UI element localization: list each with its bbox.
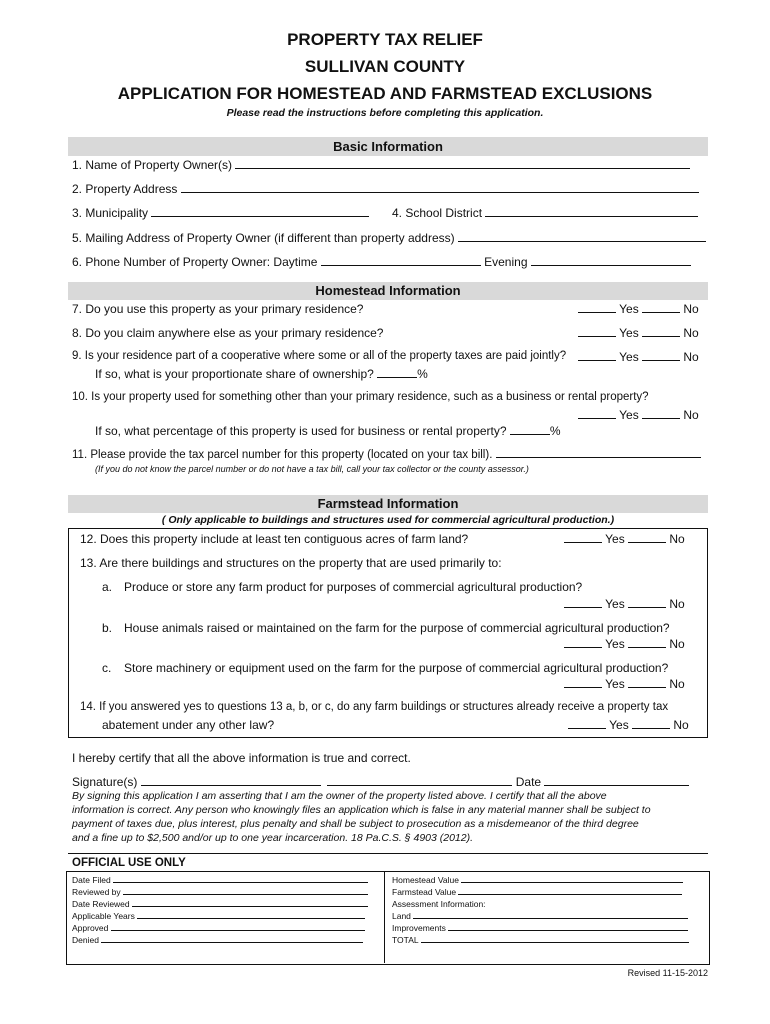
q13a-letter: a.: [102, 580, 113, 594]
daytime-phone-field[interactable]: [321, 255, 481, 266]
applicable-years-field[interactable]: [137, 911, 365, 919]
q13b-yes-field[interactable]: [564, 637, 602, 648]
q10-label: 10. Is your property used for something other than your primary residence, such as a business or rental property?: [72, 391, 649, 403]
official-right-2: [392, 899, 486, 909]
q6-row: [72, 255, 691, 269]
total-label: TOTAL: [392, 935, 419, 945]
date-reviewed-field[interactable]: [132, 899, 368, 907]
q13a-no-field[interactable]: [628, 597, 666, 608]
certify-statement: I hereby certify that all the above information is true and correct.: [72, 751, 411, 765]
yes-label: Yes: [605, 597, 625, 611]
instructions-note: Please read the instructions before completing this application.: [226, 107, 544, 119]
form-title: PROPERTY TAX RELIEF: [287, 30, 483, 49]
signature-field-1[interactable]: [141, 775, 321, 786]
q2-label: 2. Property Address: [72, 182, 178, 196]
q10-yes-no: [578, 408, 699, 422]
q9b-row: [95, 367, 428, 381]
q13c-no-field[interactable]: [628, 677, 666, 688]
q14-no-field[interactable]: [632, 718, 670, 729]
official-left-1: [72, 887, 368, 897]
percent-sign: %: [549, 424, 561, 438]
q11-label: 11. Please provide the tax parcel number for this property (located on your tax bill).: [72, 449, 493, 461]
property-address-field[interactable]: [181, 182, 699, 193]
no-label: No: [669, 597, 685, 611]
q8-yes-no: [578, 326, 699, 340]
q11-row: [72, 447, 701, 461]
total-field[interactable]: [421, 935, 689, 943]
q14-label: 14. If you answered yes to questions 13 a, b, or c, do any farm buildings or structures already receive a property tax: [80, 701, 669, 713]
q9-label: 9. Is your residence part of a cooperative where some or all of the property taxes are paid jointly?: [72, 350, 567, 362]
owner-name-field[interactable]: [235, 158, 690, 169]
application-title: APPLICATION FOR HOMESTEAD AND FARMSTEAD EXCLUSIONS: [117, 84, 653, 103]
date-filed-label: Date Filed: [72, 875, 111, 885]
percent-sign: %: [417, 367, 428, 381]
denied-field[interactable]: [101, 935, 363, 943]
date-field[interactable]: [544, 775, 689, 786]
q13-label: 13. Are there buildings and structures on the property that are used primarily to:: [80, 556, 502, 570]
no-label: No: [683, 350, 699, 364]
farmstead-note: ( Only applicable to buildings and structures used for commercial agricultural production.): [161, 514, 615, 526]
q14b-label: abatement under any other law?: [102, 718, 275, 732]
q6-label: 6. Phone Number of Property Owner: Daytime: [72, 255, 318, 269]
mailing-address-field[interactable]: [458, 231, 706, 242]
farmstead-heading: Farmstead Information: [68, 495, 708, 513]
q13c-yes-no: [564, 677, 685, 691]
improvements-label: Improvements: [392, 923, 446, 933]
q13a-yes-no: [564, 597, 685, 611]
q3-row: [72, 206, 369, 220]
q5-label: 5. Mailing Address of Property Owner (if different than property address): [72, 231, 455, 245]
q13c-yes-field[interactable]: [564, 677, 602, 688]
q13b-label: House animals raised or maintained on the farm for the purpose of commercial agricultural production?: [124, 621, 670, 635]
q1-label: 1. Name of Property Owner(s): [72, 158, 233, 172]
yes-label: Yes: [609, 718, 629, 732]
yes-label: Yes: [619, 302, 639, 316]
yes-label: Yes: [619, 350, 639, 364]
official-right-1: [392, 887, 682, 897]
no-label: No: [683, 302, 699, 316]
land-field[interactable]: [413, 911, 688, 919]
q13a-yes-field[interactable]: [564, 597, 602, 608]
q13c-label: Store machinery or equipment used on the farm for the purpose of commercial agricultural production?: [124, 661, 669, 675]
no-label: No: [669, 532, 685, 546]
ownership-share-field[interactable]: [377, 367, 417, 378]
q1-row: [72, 158, 690, 172]
business-percent-field[interactable]: [510, 424, 550, 435]
q12-no-field[interactable]: [628, 532, 666, 543]
legal-line-1: By signing this application I am asserting that I am the owner of the property listed above. I certify that all the above: [72, 790, 607, 802]
q7-label: 7. Do you use this property as your primary residence?: [72, 302, 364, 316]
assessment-info-label: Assessment Information:: [392, 899, 486, 909]
approved-label: Approved: [72, 923, 109, 933]
q10b-row: [95, 424, 561, 438]
official-column-divider: [384, 871, 385, 963]
land-label: Land: [392, 911, 411, 921]
q13b-no-field[interactable]: [628, 637, 666, 648]
q14-yes-field[interactable]: [568, 718, 606, 729]
q8-yes-field[interactable]: [578, 326, 616, 337]
county-title: SULLIVAN COUNTY: [304, 57, 466, 76]
q5-row: [72, 231, 706, 245]
denied-label: Denied: [72, 935, 99, 945]
farmstead-value-label: Farmstead Value: [392, 887, 457, 897]
q12-yes-field[interactable]: [564, 532, 602, 543]
q13b-letter: b.: [102, 621, 113, 635]
official-right-5: [392, 935, 689, 945]
homestead-value-field[interactable]: [461, 875, 683, 883]
yes-label: Yes: [605, 677, 625, 691]
q9b-label: If so, what is your proportionate share of ownership?: [95, 367, 374, 381]
date-filed-field[interactable]: [113, 875, 368, 883]
yes-label: Yes: [619, 326, 639, 340]
applicable-years-label: Applicable Years: [72, 911, 135, 921]
farmstead-value-field[interactable]: [458, 887, 682, 895]
official-left-0: [72, 875, 368, 885]
signature-field-2[interactable]: [327, 775, 512, 786]
no-label: No: [673, 718, 689, 732]
q10-yes-field[interactable]: [578, 408, 616, 419]
q10-no-field[interactable]: [642, 408, 680, 419]
yes-label: Yes: [619, 408, 639, 422]
q4-row: [392, 206, 698, 220]
reviewed-by-field[interactable]: [123, 887, 368, 895]
approved-field[interactable]: [111, 923, 365, 931]
official-right-3: [392, 911, 688, 921]
official-divider: [68, 853, 708, 854]
q8-label: 8. Do you claim anywhere else as your primary residence?: [72, 326, 384, 340]
q14-yes-no: [568, 718, 689, 732]
date-label: Date: [515, 775, 542, 789]
q12-yes-no: [564, 532, 685, 546]
q4-label: 4. School District: [392, 206, 483, 220]
signature-label: Signature(s): [72, 775, 138, 789]
q7-no-field[interactable]: [642, 302, 680, 313]
no-label: No: [683, 408, 699, 422]
q2-row: [72, 182, 699, 196]
q13c-letter: c.: [102, 661, 112, 675]
municipality-field[interactable]: [151, 206, 369, 217]
basic-heading: Basic Information: [68, 137, 708, 156]
official-left-5: [72, 935, 363, 945]
no-label: No: [669, 677, 685, 691]
q9-yes-no: [578, 350, 699, 364]
q12-label: 12. Does this property include at least ten contiguous acres of farm land?: [80, 532, 469, 546]
q10b-label: If so, what percentage of this property is used for business or rental property?: [95, 424, 507, 438]
q8-no-field[interactable]: [642, 326, 680, 337]
legal-line-4: and a fine up to $2,500 and/or up to one year incarceration. 18 Pa.C.S. § 4903 (2012).: [72, 832, 474, 844]
revised-date: Revised 11-15-2012: [627, 968, 708, 978]
official-right-4: [392, 923, 688, 933]
reviewed-by-label: Reviewed by: [72, 887, 121, 897]
evening-phone-field[interactable]: [531, 255, 691, 266]
q9-yes-field[interactable]: [578, 350, 616, 361]
official-left-2: [72, 899, 368, 909]
signature-row: [72, 775, 689, 789]
homestead-value-label: Homestead Value: [392, 875, 459, 885]
parcel-number-field[interactable]: [496, 447, 701, 458]
yes-label: Yes: [605, 532, 625, 546]
official-heading: OFFICIAL USE ONLY: [72, 857, 186, 869]
evening-label: Evening: [484, 255, 528, 269]
no-label: No: [683, 326, 699, 340]
q7-yes-field[interactable]: [578, 302, 616, 313]
q3-label: 3. Municipality: [72, 206, 149, 220]
homestead-heading: Homestead Information: [68, 282, 708, 300]
legal-line-3: payment of taxes due, plus interest, plus penalty and shall be subject to prosecution as a misdemeanor of the third degree: [72, 818, 639, 830]
date-reviewed-label: Date Reviewed: [72, 899, 130, 909]
no-label: No: [669, 637, 685, 651]
q13a-label: Produce or store any farm product for purposes of commercial agricultural production?: [124, 580, 583, 594]
official-left-3: [72, 911, 365, 921]
official-left-4: [72, 923, 365, 933]
legal-line-2: information is correct. Any person who knowingly files an application which is false in any material manner shall be subject to: [72, 804, 651, 816]
school-district-field[interactable]: [485, 206, 698, 217]
official-right-0: [392, 875, 683, 885]
q9-no-field[interactable]: [642, 350, 680, 361]
q7-yes-no: [578, 302, 699, 316]
yes-label: Yes: [605, 637, 625, 651]
improvements-field[interactable]: [448, 923, 688, 931]
q13b-yes-no: [564, 637, 685, 651]
q11-note: (If you do not know the parcel number or do not have a tax bill, call your tax collector or the county assessor.): [95, 464, 529, 474]
